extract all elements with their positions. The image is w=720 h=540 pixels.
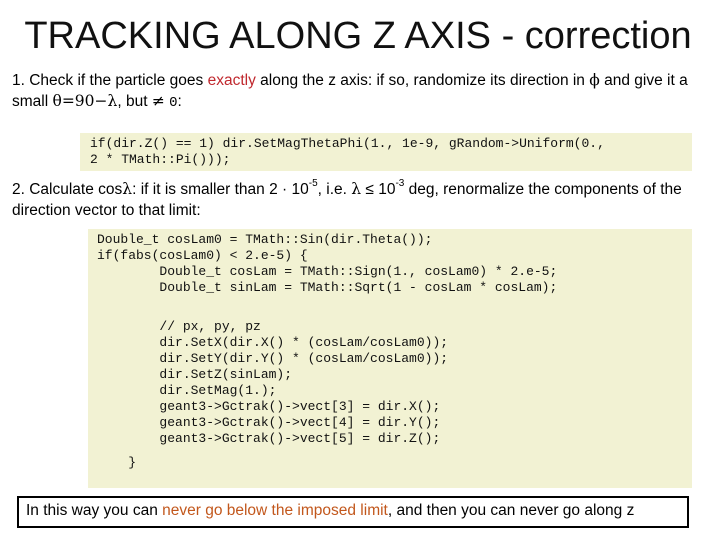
lambda-symbol: λ [122, 180, 133, 198]
code-line: dir.SetMag(1.); [97, 383, 277, 398]
step-2-text [12, 179, 702, 221]
theta-formula: θ=90−λ [52, 92, 118, 110]
step-2-part: 10 [291, 181, 309, 198]
code-line: Double_t cosLam0 = TMath::Sin(dir.Theta()); [97, 232, 433, 247]
code-line: } [97, 455, 137, 470]
less-equal-symbol: ≤ [361, 181, 379, 198]
dot-symbol: · [282, 181, 288, 198]
code-line: // px, py, pz [97, 319, 261, 334]
code-line: geant3->Gctrak()->vect[4] = dir.Y(); [97, 415, 441, 430]
step-1-part: along the z axis: if so, randomize its direction in [255, 72, 590, 89]
code-line: Double_t cosLam = TMath::Sign(1., cosLam0) * 2.e-5; [97, 264, 558, 279]
exponent: -5 [308, 177, 318, 189]
summary-box [17, 496, 689, 528]
code-line: if(dir.Z() == 1) dir.SetMagThetaPhi(1., 1e-9, gRandom->Uniform(0., [90, 136, 605, 151]
summary-part: , and then you can never go along z [387, 502, 635, 519]
step-1-part: : [177, 93, 182, 110]
code-line: 2 * TMath::Pi())); [90, 152, 231, 167]
code-block-random-direction [80, 133, 692, 171]
lambda-symbol: λ [351, 180, 362, 198]
phi-symbol: ϕ [589, 71, 600, 89]
step-2-part: , i.e. [317, 181, 352, 198]
code-line: dir.SetX(dir.X() * (cosLam/cosLam0)); [97, 335, 449, 350]
step-2-part: 10 [378, 181, 396, 198]
step-1-part: 1. Check if the particle goes [12, 72, 208, 89]
slide-title: TRACKING ALONG Z AXIS - correction [24, 15, 692, 57]
code-line: geant3->Gctrak()->vect[5] = dir.Z(); [97, 431, 441, 446]
not-equal-symbol: ≠ [151, 92, 165, 110]
summary-highlight: never go below the imposed limit [162, 502, 388, 519]
summary-part: In this way you can [26, 502, 163, 519]
code-block-renormalize [88, 229, 692, 488]
step-1-text [12, 70, 702, 114]
code-line: dir.SetY(dir.Y() * (cosLam/cosLam0)); [97, 351, 449, 366]
step-2-part: deg, renormalize the components of the direction vector to that limit: [12, 181, 682, 219]
zero-value: 0 [169, 95, 178, 111]
exactly-highlight: exactly [207, 72, 256, 89]
code-line: dir.SetZ(sinLam); [97, 367, 293, 382]
code-line: geant3->Gctrak()->vect[3] = dir.X(); [97, 399, 441, 414]
step-2-part: : if it is smaller than 2 [132, 181, 278, 198]
step-1-part: and give it a small [12, 72, 688, 110]
step-2-part: 2. Calculate cos [12, 181, 123, 198]
code-line: if(fabs(cosLam0) < 2.e-5) { [97, 248, 308, 263]
code-line: Double_t sinLam = TMath::Sqrt(1 - cosLam * cosLam); [97, 280, 558, 295]
exponent: -3 [395, 177, 405, 189]
step-1-part: , but [117, 93, 152, 110]
